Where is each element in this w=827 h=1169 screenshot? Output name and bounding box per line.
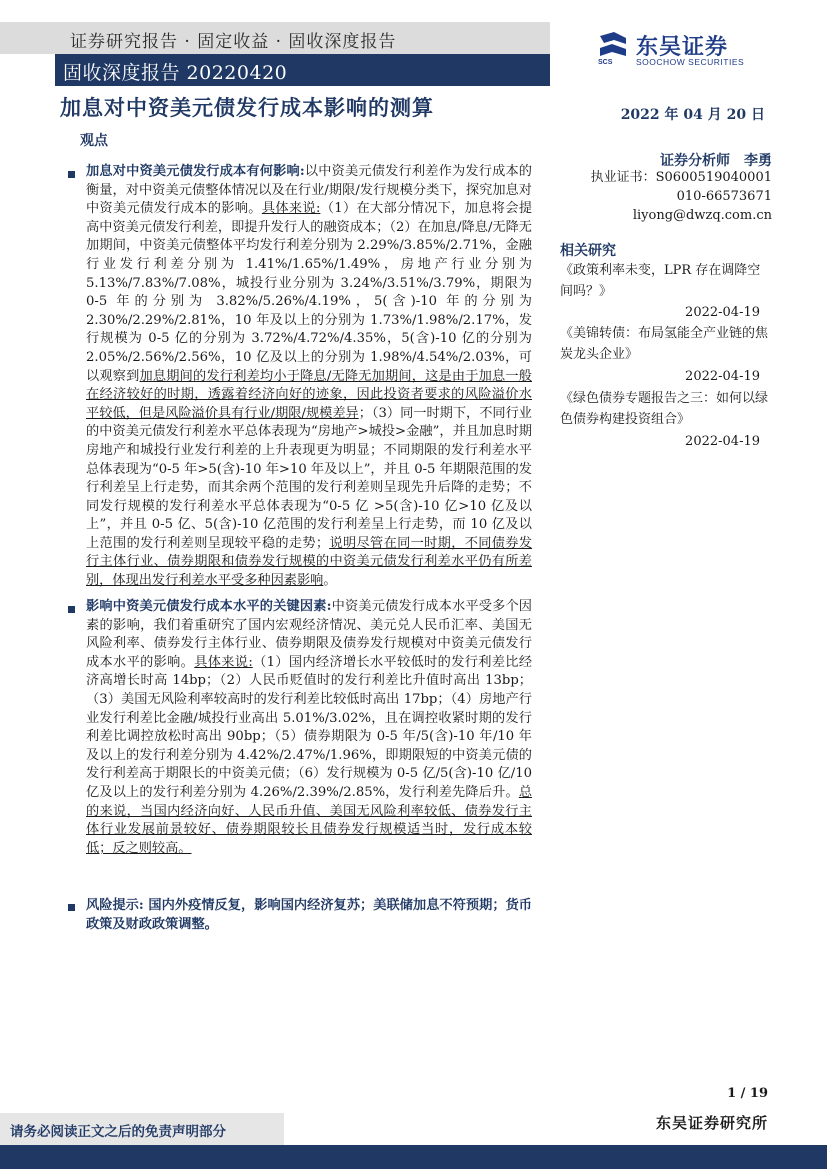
related-research-heading: 相关研究	[560, 243, 616, 259]
report-date: 2022 年 04 月 20 日	[620, 107, 765, 123]
page-number: 1 / 19	[727, 1086, 768, 1101]
research-institute-name: 东吴证券研究所	[655, 1114, 768, 1132]
related-report-title[interactable]: 《绿色债券专题报告之三：如何以绿色债券构建投资组合》	[560, 391, 769, 427]
report-type: 固收深度报告 20220420	[63, 62, 288, 84]
bullet-lead: 加息对中资美元债发行成本有何影响:	[86, 164, 305, 179]
logo-name-en: SOOCHOW SECURITIES	[636, 57, 745, 67]
related-report-date: 2022-04-19	[685, 434, 760, 449]
body-text: ；（3）同一时期下，不同行业的中资美元债发行利差水平总体表现为“房地产>城投>金融”，并且加息时期房地产和城投行业发行利差的上升表现更为明显；不同期限的发行利差水平总体表现为“0-5 年>5(含)-10 年>10 年及以上”，并且 0-5 年期限范围的发行利差呈上行走势，而其余两个范围的发行利差则呈现先升后降的走势；不同发行规模的发行利差水平总体表现为“0-5 亿 >5(含)-10 亿>10 亿及以上”，并且 0-5 亿、5(含)-10 亿范围的发行利差呈上行走势，而 10 亿及以上范围的发行利差则呈现较平稳的走势；	[86, 405, 532, 551]
company-logo	[596, 30, 771, 72]
underlined-text: 总的来说，当国内经济向好、人民币升值、美国无风险利率较低、债券发行主体行业发展前景较好、债券期限较长且债券发行规模适当时，发行成本较低；反之则较高。	[86, 784, 532, 856]
analyst-email: liyong@dwzq.com.cn	[632, 208, 772, 223]
underlined-text: 具体来说:	[194, 654, 253, 670]
report-type-bar	[55, 54, 550, 86]
underlined-text: 具体来说:	[261, 201, 321, 217]
disclaimer-notice	[0, 1113, 284, 1145]
bullet-square-icon	[68, 171, 75, 178]
disclaimer-text: 请务必阅读正文之后的免责声明部分	[10, 1124, 226, 1140]
underlined-text: 说明尽管在同一时期，不同债券发行主体行业、债券期限和债券发行规模的中资美元债发行利差水平仍有所差别，体现出发行利差水平受多种因素影响	[86, 535, 533, 589]
underlined-text: 加息期间的发行利差均小于降息/无降无加期间，这是由于加息一般在经济较好的时期，透露着经济向好的迹象，因此投资者要求的风险溢价水平较低，但是风险溢价具有行业/期限/规模差异	[86, 368, 532, 421]
related-report-date: 2022-04-19	[685, 369, 760, 384]
document-title: 加息对中资美元债发行成本影响的测算	[60, 95, 434, 120]
analyst-phone: 010-66573671	[676, 189, 772, 204]
body-text: （1）国内经济增长水平较低时的发行利差比经济高增长时高 14bp；（2）人民币贬值时的发行利差比升值时高出 13bp；（3）美国无风险利率较高时的发行利差比较低时高出 17bp；（4）房地产行业发行利差比金融/城投行业高出 5.01%/3.02%，且在调控收紧时期的发行利差比调控放松时高出 90bp；（5）债券期限为 0-5 年/5(含)-10 年/10 年及以上的发行利差分别为 4.42%/2.47%/1.96%，即期限短的中资美元债的发行利差高于期限长的中资美元债；（6）发行规模为 0-5 亿/5(含)-10 亿/10 亿及以上的发行利差分别为 4.26%/2.39%/2.85%，发行利差先降后升。	[86, 654, 533, 800]
related-report-title[interactable]: 《政策利率未变，LPR 存在调降空间吗？》	[560, 263, 761, 299]
related-report-title[interactable]: 《美锦转债：布局氢能全产业链的焦炭龙头企业》	[560, 326, 769, 362]
analyst-name: 证券分析师 李勇	[660, 153, 772, 169]
logo-abbr: SCS	[598, 59, 613, 66]
bullet-lead: 影响中资美元债发行成本水平的关键因素:	[86, 599, 332, 614]
viewpoint-paragraph	[86, 163, 532, 591]
report-category-bar	[0, 22, 550, 54]
body-text: 。	[323, 573, 337, 589]
related-report-date: 2022-04-19	[685, 305, 760, 320]
analyst-license: 执业证书：S0600519040001	[590, 170, 772, 185]
body-text: 以中资美元债发行利差作为发行成本的衡量，对中资美元债整体情况以及在行业/期限/发行规模分类下，探究加息对中资美元债发行成本的影响。	[86, 164, 532, 217]
bullet-square-icon	[68, 904, 75, 911]
viewpoint-paragraph	[86, 598, 532, 858]
report-category: 证券研究报告 · 固定收益 · 固收深度报告	[70, 32, 397, 52]
body-text: 中资美元债发行成本水平受多个因素的影响，我们着重研究了国内宏观经济情况、美元兑人民币汇率、美国无风险利率、债券发行主体行业、债券期限及债券发行规模对中资美元债发行成本水平的影响。	[86, 599, 532, 670]
viewpoint-heading: 观点	[80, 133, 108, 149]
bullet-lead: 风险提示: 国内外疫情反复，影响国内经济复苏；美联储加息不符预期；货币政策及财政政策调整。	[86, 898, 532, 932]
logo-name-cn: 东吴证券	[636, 35, 729, 60]
footer-bar	[0, 1145, 827, 1169]
risk-warning-paragraph	[86, 897, 532, 934]
bullet-square-icon	[68, 606, 75, 613]
body-text: （1）在大部分情况下，加息将会提高中资美元债发行利差，即提升发行人的融资成本；（2）在加息/降息/无降无加期间，中资美元债整体平均发行利差分别为 2.29%/3.85%/2.71%，金融行业发行利差分别为 1.41%/1.65%/1.49%，房地产行业分别为 5.13%/7.83%/7.08%，城投行业分别为 3.24%/3.51%/3.79%，期限为 0-5 年的分别为 3.82%/5.26%/4.19%，5(含)-10 年的分别为 2.30%/2.29%/2.81%，10 年及以上的分别为 1.73%/1.98%/2.17%，发行规模为 0-5 亿的分别为 3.72%/4.72%/4.35%，5(含)-10 亿的分别为 2.05%/2.56%/2.56%，10 亿及以上的分别为 1.98%/4.54%/2.03%，可以观察到	[86, 201, 533, 384]
